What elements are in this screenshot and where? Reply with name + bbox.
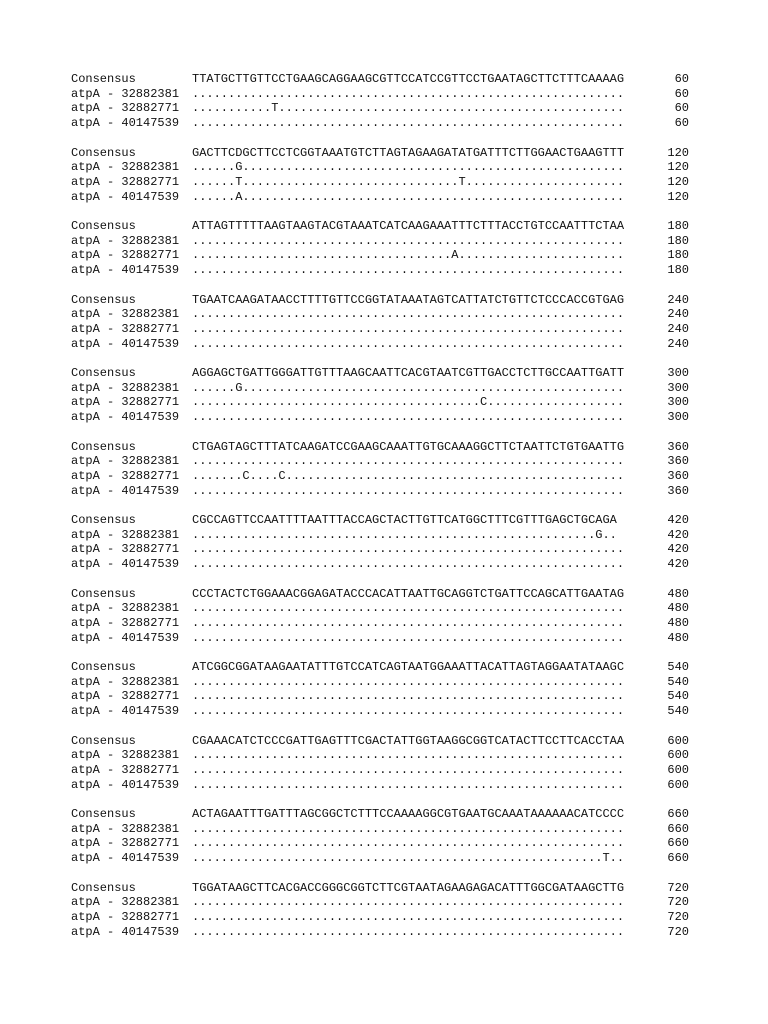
sequence-label: Consensus: [71, 807, 136, 821]
sequence-label: atpA - 32882771: [71, 468, 180, 483]
sequence-residues: .......C....C...............................................: [192, 468, 625, 483]
sequence-row: [71, 395, 711, 410]
sequence-row: [71, 307, 711, 322]
sequence-row: [71, 454, 711, 469]
position-number: 420: [667, 557, 689, 572]
sequence-residues: ............................................................: [192, 116, 625, 131]
position-number: 600: [667, 748, 689, 763]
sequence-residues: ............................................................: [192, 307, 625, 322]
sequence-residues: CTGAGTAGCTTTATCAAGATCCGAAGCAAATTGTGCAAAGGCTTCTAATTCTGTGAATTG: [192, 439, 625, 454]
position-number: 660: [667, 821, 689, 836]
sequence-label: atpA - 40147539: [71, 410, 180, 425]
sequence-residues: ............................................................: [192, 410, 625, 425]
sequence-label: atpA - 32882381: [71, 380, 180, 395]
sequence-residues: ............................................................: [192, 557, 625, 572]
sequence-residues: ......T..............................T......................: [192, 174, 625, 189]
sequence-label: atpA - 32882381: [71, 86, 180, 101]
sequence-row: [71, 601, 711, 616]
position-number: 300: [667, 410, 689, 425]
sequence-row: [71, 410, 711, 425]
sequence-residues: ........................................................G..: [192, 527, 617, 542]
sequence-row: [71, 322, 711, 337]
sequence-residues: ATCGGCGGATAAGAATATTTGTCCATCAGTAATGGAAATTACATTAGTAGGAATATAAGC: [192, 660, 625, 674]
sequence-row: [71, 160, 711, 175]
sequence-residues: ............................................................: [192, 601, 625, 616]
sequence-residues: ............................................................: [192, 233, 625, 248]
position-number: 420: [667, 513, 689, 527]
sequence-label: atpA - 32882771: [71, 615, 180, 630]
sequence-row: [71, 895, 711, 910]
sequence-row: [71, 87, 711, 102]
sequence-residues: ............................................................: [192, 821, 625, 836]
sequence-label: atpA - 32882771: [71, 836, 180, 851]
sequence-label: Consensus: [71, 219, 136, 233]
sequence-residues: ............................................................: [192, 630, 625, 645]
sequence-row: [71, 337, 711, 352]
sequence-residues: ............................................................: [192, 542, 625, 557]
sequence-residues: ...........T................................................: [192, 101, 625, 116]
sequence-row: [71, 116, 711, 131]
alignment-block: [71, 734, 711, 808]
sequence-row: [71, 851, 711, 866]
position-number: 360: [667, 439, 689, 454]
sequence-label: atpA - 32882771: [71, 909, 180, 924]
sequence-label: atpA - 40147539: [71, 630, 180, 645]
sequence-label: atpA - 32882771: [71, 689, 180, 704]
alignment-block: [71, 293, 711, 367]
sequence-residues: ............................................................: [192, 263, 625, 278]
sequence-label: Consensus: [71, 880, 136, 895]
position-number: 60: [674, 86, 689, 101]
sequence-residues: ............................................................: [192, 762, 625, 777]
position-number: 720: [667, 880, 689, 895]
position-number: 540: [667, 674, 689, 689]
sequence-label: atpA - 32882381: [71, 821, 180, 836]
sequence-label: atpA - 32882771: [71, 762, 180, 777]
sequence-residues: CCCTACTCTGGAAACGGAGATACCCACATTAATTGCAGGTCTGATTCCAGCATTGAATAG: [192, 586, 625, 601]
sequence-row: [71, 542, 711, 557]
position-number: 240: [667, 336, 689, 351]
consensus-row: [71, 660, 711, 675]
position-number: 660: [667, 851, 689, 866]
sequence-row: [71, 748, 711, 763]
sequence-label: atpA - 32882771: [71, 174, 180, 189]
position-number: 480: [667, 586, 689, 601]
position-number: 300: [667, 380, 689, 395]
alignment-block: [71, 146, 711, 220]
sequence-label: atpA - 32882771: [71, 248, 180, 263]
sequence-row: [71, 190, 711, 205]
sequence-row: [71, 528, 711, 543]
sequence-residues: CGCCAGTTCCAATTTTAATTTACCAGCTACTTGTTCATGGCTTTCGTTTGAGCTGCAGA: [192, 513, 617, 527]
sequence-label: atpA - 40147539: [71, 557, 180, 572]
position-number: 600: [667, 777, 689, 792]
sequence-row: [71, 704, 711, 719]
sequence-residues: ......G.....................................................: [192, 160, 625, 175]
sequence-residues: ATTAGTTTTTAAGTAAGTACGTAAATCATCAAGAAATTTCTTTACCTGTCCAATTTCTAA: [192, 219, 625, 233]
position-number: 120: [667, 189, 689, 204]
consensus-row: [71, 219, 711, 234]
sequence-row: [71, 101, 711, 116]
sequence-residues: ............................................................: [192, 924, 625, 939]
sequence-residues: GACTTCDGCTTCCTCGGTAAATGTCTTAGTAGAAGATATGATTTCTTGGAACTGAAGTTT: [192, 145, 625, 160]
position-number: 540: [667, 689, 689, 704]
position-number: 480: [667, 601, 689, 616]
sequence-label: Consensus: [71, 145, 136, 160]
sequence-label: Consensus: [71, 660, 136, 674]
consensus-row: [71, 734, 711, 749]
sequence-row: [71, 263, 711, 278]
sequence-label: atpA - 40147539: [71, 704, 180, 719]
sequence-label: atpA - 40147539: [71, 851, 180, 866]
position-number: 120: [667, 174, 689, 189]
sequence-residues: TGGATAAGCTTCACGACCGGGCGGTCTTCGTAATAGAAGAGACATTTGGCGATAAGCTTG: [192, 880, 625, 895]
consensus-row: [71, 440, 711, 455]
sequence-alignment: [71, 72, 711, 954]
position-number: 600: [667, 733, 689, 748]
sequence-row: [71, 381, 711, 396]
sequence-label: Consensus: [71, 72, 136, 86]
alignment-block: [71, 440, 711, 514]
sequence-row: [71, 925, 711, 940]
sequence-label: Consensus: [71, 366, 136, 380]
sequence-row: [71, 616, 711, 631]
sequence-residues: ........................................C...................: [192, 395, 625, 410]
sequence-residues: ............................................................: [192, 777, 625, 792]
sequence-row: [71, 175, 711, 190]
sequence-residues: ............................................................: [192, 674, 625, 689]
sequence-row: [71, 248, 711, 263]
position-number: 60: [674, 72, 689, 86]
position-number: 240: [667, 292, 689, 307]
sequence-residues: ............................................................: [192, 454, 625, 469]
consensus-row: [71, 146, 711, 161]
sequence-residues: ......G.....................................................: [192, 380, 625, 395]
alignment-block: [71, 881, 711, 955]
position-number: 180: [667, 263, 689, 278]
sequence-label: atpA - 32882381: [71, 454, 180, 469]
sequence-row: [71, 484, 711, 499]
sequence-label: atpA - 32882771: [71, 101, 180, 116]
position-number: 420: [667, 527, 689, 542]
sequence-label: atpA - 40147539: [71, 116, 180, 131]
sequence-residues: ............................................................: [192, 336, 625, 351]
sequence-label: Consensus: [71, 733, 136, 748]
sequence-residues: ....................................A.......................: [192, 248, 625, 263]
position-number: 720: [667, 909, 689, 924]
position-number: 180: [667, 248, 689, 263]
position-number: 480: [667, 630, 689, 645]
sequence-row: [71, 836, 711, 851]
sequence-residues: ............................................................: [192, 615, 625, 630]
sequence-label: atpA - 40147539: [71, 263, 180, 278]
alignment-block: [71, 587, 711, 661]
sequence-label: Consensus: [71, 586, 136, 601]
alignment-block: [71, 807, 711, 881]
sequence-residues: ............................................................: [192, 748, 625, 763]
sequence-row: [71, 689, 711, 704]
consensus-row: [71, 807, 711, 822]
position-number: 600: [667, 762, 689, 777]
position-number: 300: [667, 395, 689, 410]
alignment-block: [71, 660, 711, 734]
sequence-label: atpA - 40147539: [71, 777, 180, 792]
sequence-row: [71, 910, 711, 925]
sequence-residues: ............................................................: [192, 836, 625, 851]
alignment-block: [71, 72, 711, 146]
sequence-residues: .........................................................T..: [192, 851, 625, 866]
sequence-residues: ............................................................: [192, 483, 625, 498]
sequence-row: [71, 778, 711, 793]
sequence-label: atpA - 32882381: [71, 895, 180, 910]
sequence-label: Consensus: [71, 292, 136, 307]
alignment-block: [71, 219, 711, 293]
position-number: 180: [667, 233, 689, 248]
sequence-label: atpA - 32882381: [71, 527, 180, 542]
sequence-residues: ............................................................: [192, 909, 625, 924]
sequence-label: atpA - 32882381: [71, 307, 180, 322]
position-number: 180: [667, 219, 689, 233]
position-number: 60: [674, 101, 689, 116]
sequence-row: [71, 469, 711, 484]
position-number: 360: [667, 483, 689, 498]
sequence-residues: ............................................................: [192, 895, 625, 910]
sequence-row: [71, 557, 711, 572]
consensus-row: [71, 881, 711, 896]
sequence-residues: ............................................................: [192, 689, 625, 704]
sequence-label: atpA - 32882771: [71, 542, 180, 557]
consensus-row: [71, 293, 711, 308]
sequence-residues: ............................................................: [192, 86, 625, 101]
sequence-row: [71, 631, 711, 646]
consensus-row: [71, 587, 711, 602]
sequence-label: atpA - 40147539: [71, 483, 180, 498]
sequence-label: atpA - 40147539: [71, 924, 180, 939]
position-number: 540: [667, 704, 689, 719]
sequence-residues: CGAAACATCTCCCGATTGAGTTTCGACTATTGGTAAGGCGGTCATACTTCCTTCACCTAA: [192, 733, 625, 748]
sequence-residues: ............................................................: [192, 321, 625, 336]
position-number: 720: [667, 924, 689, 939]
position-number: 660: [667, 836, 689, 851]
position-number: 300: [667, 366, 689, 380]
position-number: 240: [667, 307, 689, 322]
sequence-row: [71, 234, 711, 249]
position-number: 360: [667, 454, 689, 469]
sequence-label: atpA - 40147539: [71, 336, 180, 351]
position-number: 360: [667, 468, 689, 483]
consensus-row: [71, 72, 711, 87]
consensus-row: [71, 513, 711, 528]
alignment-block: [71, 513, 711, 587]
sequence-residues: TGAATCAAGATAACCTTTTGTTCCGGTATAAATAGTCATTATCTGTTCTCCCACCGTGAG: [192, 292, 625, 307]
consensus-row: [71, 366, 711, 381]
sequence-label: atpA - 32882381: [71, 601, 180, 616]
sequence-label: atpA - 32882381: [71, 233, 180, 248]
sequence-label: atpA - 32882381: [71, 160, 180, 175]
position-number: 660: [667, 807, 689, 821]
sequence-row: [71, 763, 711, 778]
position-number: 120: [667, 160, 689, 175]
position-number: 540: [667, 660, 689, 674]
sequence-label: Consensus: [71, 513, 136, 527]
sequence-residues: TTATGCTTGTTCCTGAAGCAGGAAGCGTTCCATCCGTTCCTGAATAGCTTCTTTCAAAAG: [192, 72, 625, 86]
sequence-row: [71, 822, 711, 837]
sequence-label: atpA - 32882771: [71, 395, 180, 410]
position-number: 480: [667, 615, 689, 630]
position-number: 240: [667, 321, 689, 336]
position-number: 60: [674, 116, 689, 131]
sequence-label: atpA - 40147539: [71, 189, 180, 204]
sequence-residues: AGGAGCTGATTGGGATTGTTTAAGCAATTCACGTAATCGTTGACCTCTTGCCAATTGATT: [192, 366, 625, 380]
sequence-residues: ACTAGAATTTGATTTAGCGGCTCTTTCCAAAAGGCGTGAATGCAAATAAAAAACATCCCC: [192, 807, 625, 821]
alignment-block: [71, 366, 711, 440]
sequence-label: atpA - 32882381: [71, 674, 180, 689]
sequence-residues: ............................................................: [192, 704, 625, 719]
position-number: 720: [667, 895, 689, 910]
sequence-label: atpA - 32882771: [71, 321, 180, 336]
sequence-label: atpA - 32882381: [71, 748, 180, 763]
sequence-row: [71, 675, 711, 690]
sequence-residues: ......A.....................................................: [192, 189, 625, 204]
position-number: 120: [667, 145, 689, 160]
sequence-label: Consensus: [71, 439, 136, 454]
position-number: 420: [667, 542, 689, 557]
